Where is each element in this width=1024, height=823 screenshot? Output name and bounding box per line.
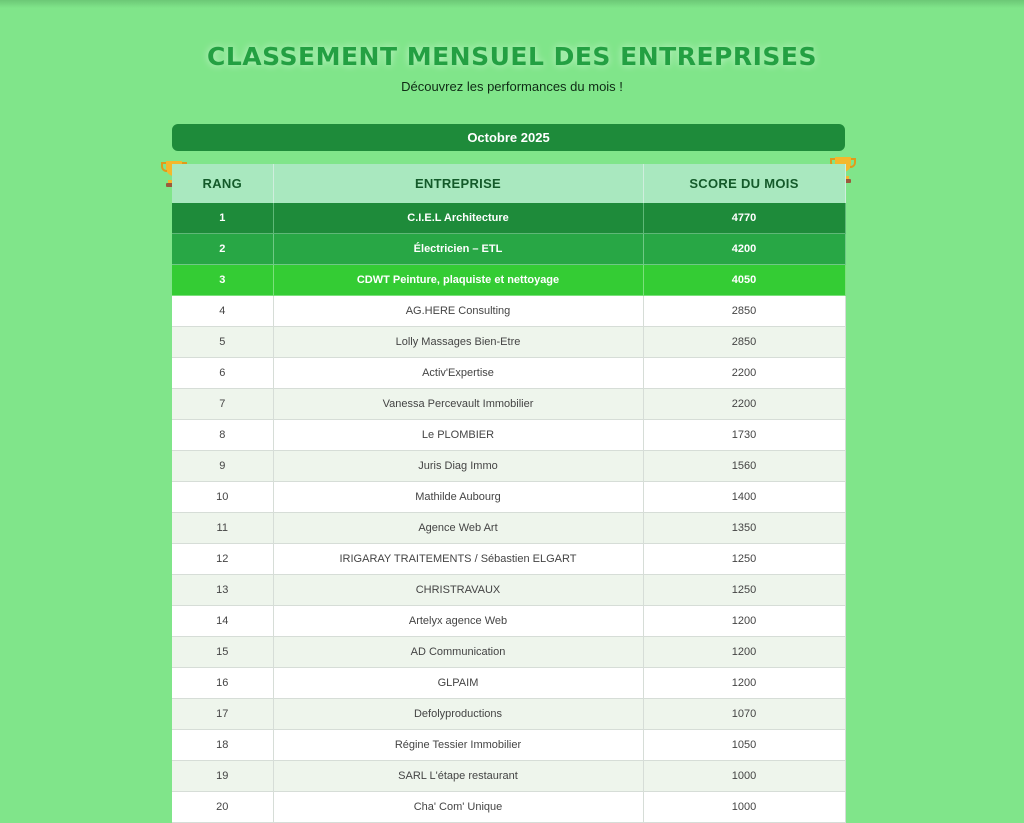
score-cell: 1560 [643, 451, 845, 482]
rank-cell: 1 [172, 203, 273, 234]
table-row [172, 606, 845, 637]
month-label: Octobre 2025 [467, 130, 550, 145]
score-cell: 1730 [643, 420, 845, 451]
rank-cell: 14 [172, 606, 273, 637]
company-cell: Régine Tessier Immobilier [273, 730, 643, 761]
rank-cell: 2 [172, 234, 273, 265]
rank-cell: 20 [172, 792, 273, 823]
company-cell: CDWT Peinture, plaquiste et nettoyage [273, 265, 643, 296]
score-cell: 1000 [643, 761, 845, 792]
score-cell: 2200 [643, 358, 845, 389]
score-cell: 4770 [643, 203, 845, 234]
table-row [172, 544, 845, 575]
table-header-row [172, 164, 845, 203]
company-cell: AD Communication [273, 637, 643, 668]
rank-cell: 17 [172, 699, 273, 730]
score-cell: 1350 [643, 513, 845, 544]
score-cell: 1070 [643, 699, 845, 730]
rank-cell: 4 [172, 296, 273, 327]
table-row [172, 482, 845, 513]
table-row [172, 451, 845, 482]
table-row [172, 358, 845, 389]
rank-cell: 15 [172, 637, 273, 668]
company-cell: Mathilde Aubourg [273, 482, 643, 513]
rank-cell: 16 [172, 668, 273, 699]
company-cell: SARL L'étape restaurant [273, 761, 643, 792]
score-cell: 1200 [643, 606, 845, 637]
rank-cell: 18 [172, 730, 273, 761]
rank-cell: 19 [172, 761, 273, 792]
table-row [172, 389, 845, 420]
company-cell: Activ'Expertise [273, 358, 643, 389]
score-cell: 1200 [643, 637, 845, 668]
rank-cell: 8 [172, 420, 273, 451]
rank-cell: 11 [172, 513, 273, 544]
score-cell: 2200 [643, 389, 845, 420]
column-header-score: SCORE DU MOIS [643, 164, 845, 203]
page-title: CLASSEMENT MENSUEL DES ENTREPRISES [206, 42, 817, 71]
column-header-rank: RANG [172, 164, 273, 203]
company-cell: Lolly Massages Bien-Etre [273, 327, 643, 358]
company-cell: Juris Diag Immo [273, 451, 643, 482]
table-row [172, 699, 845, 730]
score-cell: 2850 [643, 296, 845, 327]
company-cell: Artelyx agence Web [273, 606, 643, 637]
table-row [172, 420, 845, 451]
top-shadow [0, 0, 1024, 8]
table-row [172, 327, 845, 358]
table-row [172, 575, 845, 606]
rank-cell: 6 [172, 358, 273, 389]
score-cell: 1050 [643, 730, 845, 761]
rank-cell: 7 [172, 389, 273, 420]
company-cell: Agence Web Art [273, 513, 643, 544]
ranking-table [172, 164, 845, 823]
rank-cell: 3 [172, 265, 273, 296]
score-cell: 4050 [643, 265, 845, 296]
page-subtitle: Découvrez les performances du mois ! [401, 79, 623, 94]
company-cell: Cha' Com' Unique [273, 792, 643, 823]
company-cell: Le PLOMBIER [273, 420, 643, 451]
score-cell: 1250 [643, 544, 845, 575]
table-row [172, 513, 845, 544]
score-cell: 1000 [643, 792, 845, 823]
month-banner [172, 124, 845, 151]
company-cell: Électricien – ETL [273, 234, 643, 265]
score-cell: 4200 [643, 234, 845, 265]
rank-cell: 5 [172, 327, 273, 358]
company-cell: AG.HERE Consulting [273, 296, 643, 327]
table-row [172, 637, 845, 668]
table-row [172, 203, 845, 234]
company-cell: CHRISTRAVAUX [273, 575, 643, 606]
table-row [172, 296, 845, 327]
table-row [172, 265, 845, 296]
rank-cell: 12 [172, 544, 273, 575]
rank-cell: 13 [172, 575, 273, 606]
score-cell: 1250 [643, 575, 845, 606]
table-row [172, 668, 845, 699]
company-cell: GLPAIM [273, 668, 643, 699]
table-row [172, 761, 845, 792]
rank-cell: 10 [172, 482, 273, 513]
table-row [172, 234, 845, 265]
company-cell: IRIGARAY TRAITEMENTS / Sébastien ELGART [273, 544, 643, 575]
table-row [172, 730, 845, 761]
score-cell: 1400 [643, 482, 845, 513]
column-header-company: ENTREPRISE [273, 164, 643, 203]
company-cell: Defolyproductions [273, 699, 643, 730]
score-cell: 2850 [643, 327, 845, 358]
company-cell: C.I.E.L Architecture [273, 203, 643, 234]
company-cell: Vanessa Percevault Immobilier [273, 389, 643, 420]
score-cell: 1200 [643, 668, 845, 699]
rank-cell: 9 [172, 451, 273, 482]
